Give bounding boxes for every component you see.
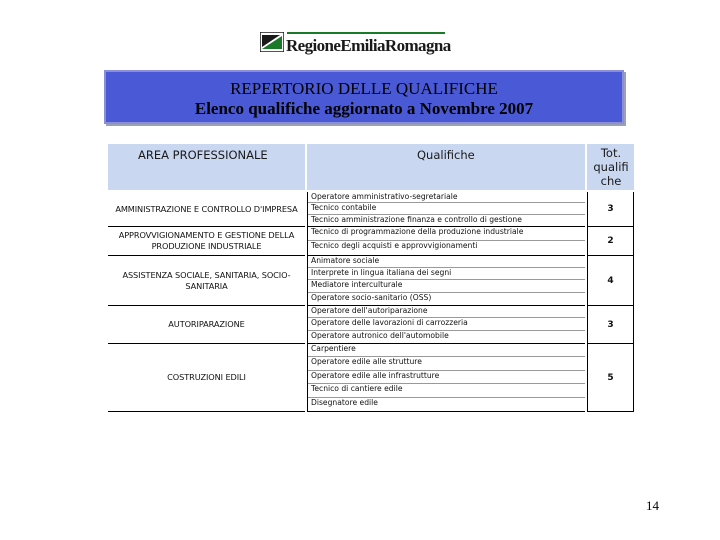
qualifiche-list xyxy=(307,227,585,256)
total-cell: 2 xyxy=(587,227,634,256)
table-group xyxy=(108,306,634,344)
logo-text: RegioneEmiliaRomagna xyxy=(286,36,451,55)
header-tot-label: Tot. qualifi che xyxy=(593,146,629,188)
area-cell: AUTORIPARAZIONE xyxy=(108,306,305,344)
area-cell: ASSISTENZA SOCIALE, SANITARIA, SOCIO-SANITARIA xyxy=(108,256,305,306)
qualifica-row: Operatore edile alle strutture xyxy=(308,357,585,370)
qualifica-row: Tecnico amministrazione finanza e controllo di gestione xyxy=(311,214,522,224)
area-cell: APPROVVIGIONAMENTO E GESTIONE DELLA PRODUZIONE INDUSTRIALE xyxy=(108,227,305,256)
qualifica-row: Carpentiere xyxy=(308,344,585,357)
page-number: 14 xyxy=(646,498,659,513)
qualifica-row: Tecnico di programmazione della produzione industriale xyxy=(308,227,585,241)
qualifica-row: Animatore sociale xyxy=(308,256,585,268)
header-area-label: AREA PROFESSIONALE xyxy=(138,148,268,162)
banner-title: REPERTORIO DELLE QUALIFICHE xyxy=(230,79,498,98)
qualifica-row: Operatore amministrativo-segretariale xyxy=(308,192,585,203)
header-qualifiche xyxy=(307,144,585,190)
area-cell: COSTRUZIONI EDILI xyxy=(108,344,305,412)
qualifica-row: Operatore socio-sanitario (OSS) xyxy=(311,292,432,302)
qualifiche-table xyxy=(108,144,634,412)
banner-subtitle: Elenco qualifiche aggiornato a Novembre 2007 xyxy=(194,99,534,118)
qualifica-row: Operatore autronico dell'automobile xyxy=(311,330,449,340)
qualifica-row: Operatore edile alle infrastrutture xyxy=(308,371,585,384)
qualifica-row: Tecnico contabile xyxy=(308,203,585,214)
total-cell: 3 xyxy=(587,306,634,344)
qualifica-row: Mediatore interculturale xyxy=(308,280,585,292)
qualifica-row: Tecnico di cantiere edile xyxy=(308,384,585,397)
table-group xyxy=(108,227,634,256)
qualifica-row: Interprete in lingua italiana dei segni xyxy=(308,268,585,280)
qualifica-row: Operatore delle lavorazioni di carrozzeria xyxy=(308,318,585,330)
logo-accent-bar xyxy=(287,32,445,34)
qualifica-row: Tecnico degli acquisti e approvvigionamenti xyxy=(311,241,478,250)
qualifiche-list xyxy=(307,192,585,227)
table-group xyxy=(108,344,634,412)
qualifiche-list xyxy=(307,344,585,412)
header-tot xyxy=(587,144,634,190)
total-cell: 3 xyxy=(587,192,634,227)
table-group xyxy=(108,192,634,227)
qualifica-row: Disegnatore edile xyxy=(311,397,378,407)
table-group xyxy=(108,256,634,306)
qualifiche-list xyxy=(307,306,585,344)
total-cell: 5 xyxy=(587,344,634,412)
header-area xyxy=(108,144,305,190)
regione-flag-icon xyxy=(260,32,284,52)
header-qualifiche-label: Qualifiche xyxy=(417,148,475,162)
qualifica-row: Operatore dell'autoriparazione xyxy=(308,306,585,318)
title-banner xyxy=(104,70,624,124)
total-cell: 4 xyxy=(587,256,634,306)
area-cell: AMMINISTRAZIONE E CONTROLLO D'IMPRESA xyxy=(108,192,305,227)
regione-logo xyxy=(260,30,450,60)
qualifiche-list xyxy=(307,256,585,306)
